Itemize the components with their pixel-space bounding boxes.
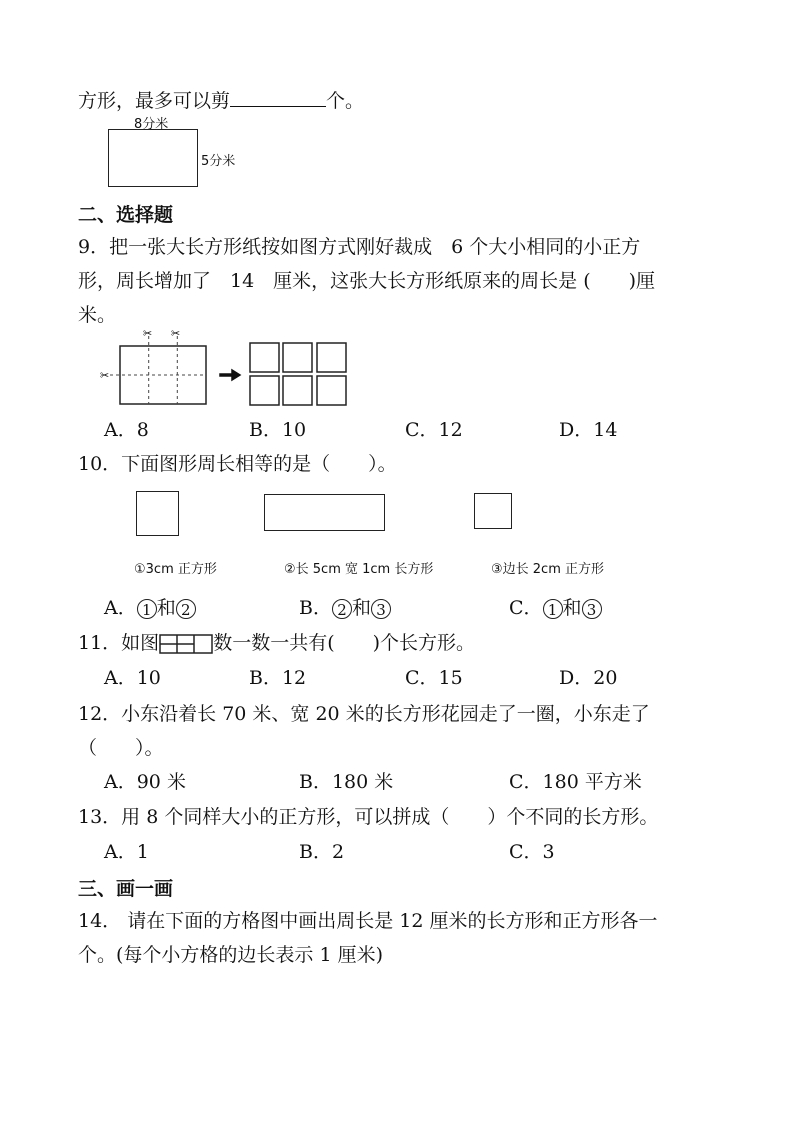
q9-line3: 米。 [78,304,117,326]
q9-option-b[interactable]: B．10 [249,419,307,441]
q13-option-a[interactable]: A．1 [104,841,149,863]
q10-option-a[interactable]: A． 1 和 2 [104,596,196,620]
q11-option-b[interactable]: B．12 [249,667,307,689]
q12-option-a[interactable]: A．90 米 [104,771,186,793]
q9-line1: 9．把一张大长方形纸按如图方式刚好裁成 6 个大小相同的小正方 [78,236,641,258]
q13-option-b[interactable]: B．2 [299,841,345,863]
shape-rectangle-5x1 [264,494,385,531]
shape-label-1: ①3cm 正方形 [134,562,217,577]
q12-option-c[interactable]: C．180 平方米 [509,771,642,793]
q13-option-c[interactable]: C．3 [509,841,555,863]
shape-square-3cm [136,491,179,536]
circled-number: 3 [582,599,602,619]
scissors-icon: ✂ [100,369,110,382]
q12-line2: （ ）。 [78,737,164,759]
q11-option-a[interactable]: A．10 [104,667,161,689]
circled-number: 1 [137,599,157,619]
circled-number: 1 [543,599,563,619]
circled-number: 2 [176,599,196,619]
q13-stem: 13．用 8 个同样大小的正方形，可以拼成（ ）个不同的长方形。 [78,806,659,828]
q14-line1: 14． 请在下面的方格图中画出周长是 12 厘米的长方形和正方形各一 [78,910,658,932]
answer-blank[interactable] [230,88,326,107]
small-squares [250,343,346,405]
width-label: 8分米 [134,117,169,132]
section-2-title: 二、选择题 [78,204,174,226]
q9-option-c[interactable]: C．12 [405,419,463,441]
height-label: 5分米 [201,154,236,169]
section-3-title: 三、画一画 [78,878,174,900]
circled-number: 3 [371,599,391,619]
q12-option-b[interactable]: B．180 米 [299,771,394,793]
q10-option-c[interactable]: C． 1 和 3 [509,596,602,620]
q10-stem: 10．下面图形周长相等的是（ ）。 [78,453,397,475]
q10-option-b[interactable]: B． 2 和 3 [299,596,391,620]
q9-figure [98,326,360,410]
circled-number: 2 [332,599,352,619]
q8-rectangle [108,129,198,187]
scissors-icon: ✂ [171,327,181,340]
q11-strip-figure [159,633,213,655]
q11-option-d[interactable]: D．20 [559,667,618,689]
q8-text: 方形，最多可以剪 个。 [78,90,365,112]
scissors-icon: ✂ [143,327,153,340]
shape-label-2: ②长 5cm 宽 1cm 长方形 [284,562,434,577]
q9-line2: 形，周长增加了 14 厘米，这张大长方形纸原来的周长是 ( )厘 [78,270,656,292]
q9-option-a[interactable]: A．8 [104,419,149,441]
arrow-icon [220,370,240,380]
q9-option-d[interactable]: D．14 [559,419,618,441]
q11-stem: 11．如图 数一数一共有( )个长方形。 [78,632,476,654]
q11-option-c[interactable]: C．15 [405,667,463,689]
shape-square-2cm [474,493,512,529]
big-rectangle [120,346,206,404]
q14-line2: 个。(每个小方格的边长表示 1 厘米) [78,944,383,966]
q12-line1: 12．小东沿着长 70 米、宽 20 米的长方形花园走了一圈，小东走了 [78,703,650,725]
shape-label-3: ③边长 2cm 正方形 [491,562,605,577]
